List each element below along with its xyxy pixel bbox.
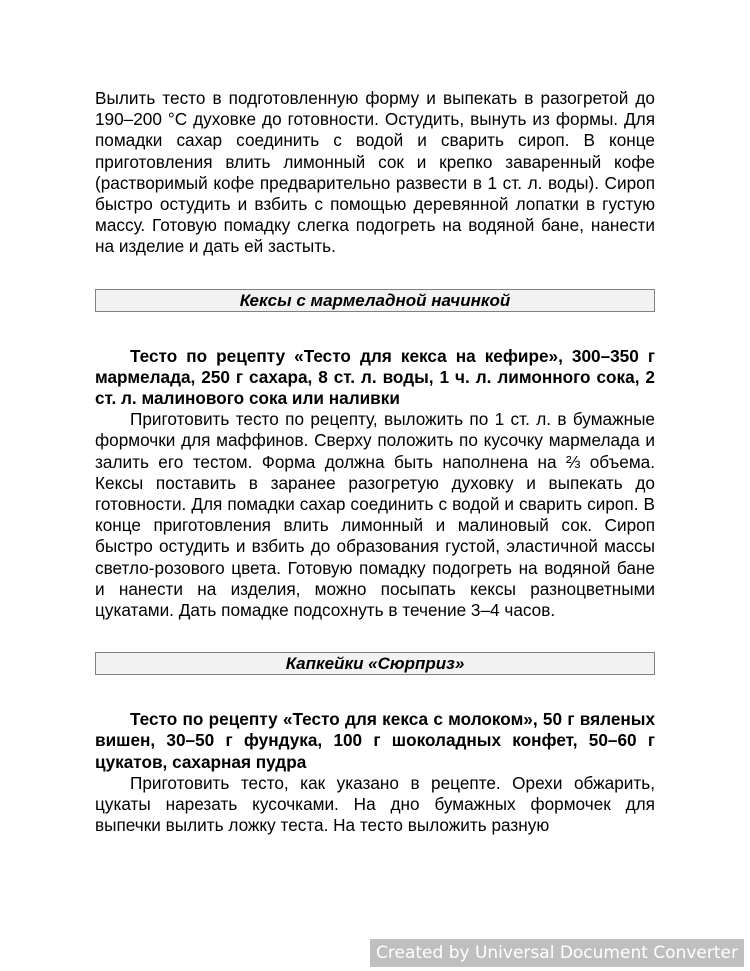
recipe-title-marmalade-muffins: Кексы с мармеладной начинкой	[95, 289, 655, 312]
document-page	[95, 88, 655, 836]
recipe-ingredients-marmalade-muffins: Тесто по рецепту «Тесто для кекса на кефире», 300–350 г мармелада, 250 г сахара, 8 ст. л. воды, 1 ч. л. лимонного сока, 2 ст. л. малинового сока или наливки	[95, 345, 655, 409]
intro-paragraph: Вылить тесто в подготовленную форму и выпекать в разогретой до 190–200 °C духовке до готовности. Остудить, вынуть из формы. Для помадки сахар соединить с водой и сварить сироп. В конце приготовления влить лимонный сок и крепко заваренный кофе (растворимый кофе предварительно развести в 1 ст. л. воды). Сироп быстро остудить и взбить с помощью деревянной лопатки в густую массу. Готовую помадку слегка подогреть на водяной бане, нанести на изделие и дать ей застыть.	[95, 88, 655, 257]
recipe-instructions-marmalade-muffins: Приготовить тесто по рецепту, выложить по 1 ст. л. в бумажные формочки для маффинов. Сверху положить по кусочку мармелада и залить его тестом. Форма должна быть наполнена на ⅔ объема. Кексы поставить в заранее разогретую духовку и выпекать до готовности. Для помадки сахар соединить с водой и сварить сироп. В конце приготовления влить лимонный и малиновый сок. Сироп быстро остудить и взбить до образования густой, эластичной массы светло-розового цвета. Готовую помадку подогреть на водяной бане и нанести на изделия, можно посыпать кексы разноцветными цукатами. Дать помадке подсохнуть в течение 3–4 часов.	[95, 409, 655, 621]
recipe-title-surprise-cupcakes: Капкейки «Сюрприз»	[95, 652, 655, 675]
converter-watermark: Created by Universal Document Converter	[370, 939, 744, 967]
recipe-instructions-surprise-cupcakes: Приготовить тесто, как указано в рецепте. Орехи обжарить, цукаты нарезать кусочками. На дно бумажных формочек для выпечки вылить ложку теста. На тесто выложить разную	[95, 772, 655, 836]
recipe-ingredients-surprise-cupcakes: Тесто по рецепту «Тесто для кекса с молоком», 50 г вяленых вишен, 30–50 г фундука, 100 г шоколадных конфет, 50–60 г цукатов, сахарная пудра	[95, 709, 655, 772]
